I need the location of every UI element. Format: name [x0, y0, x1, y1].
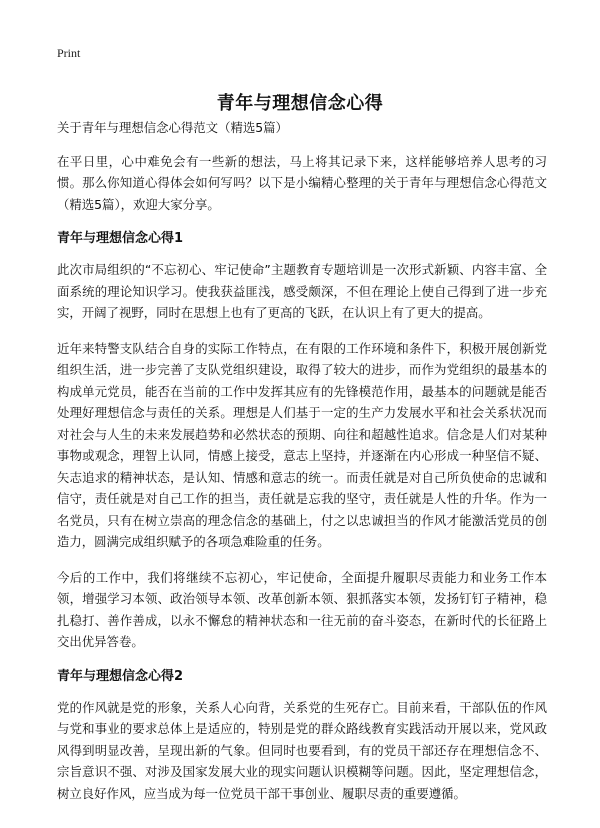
intro-paragraph: 在平日里，心中难免会有一些新的想法，马上将其记录下来，这样能够培养人思考的习惯。那么你知道心得体会如何写吗？以下是小编精心整理的关于青年与理想信念心得范文（精选5篇），欢迎大家分享。 — [57, 153, 547, 212]
print-link[interactable]: Print — [57, 46, 81, 60]
section-1-paragraph-1: 此次市局组织的“不忘初心、牢记使命”主题教育专题培训是一次形式新颖、内容丰富、全面系统的理论知识学习。使我获益匪浅，感受颇深，不但在理论上使自己得到了进一步充实，开阔了视野，同时在思想上也有了更高的飞跃，在认识上有了更大的提高。 — [57, 262, 547, 320]
page-title: 青年与理想信念心得 — [216, 93, 384, 115]
section-heading-2: 青年与理想信念心得2 — [57, 668, 184, 684]
article-subtitle: 关于青年与理想信念心得范文（精选5篇） — [57, 120, 288, 135]
section-2-paragraph-1: 党的作风就是党的形象，关系人心向背，关系党的生死存亡。目前来看，干部队伍的作风与党和事业的要求总体上是适应的，特别是党的群众路线教育实践活动开展以来，党风政风得到明显改善，呈现出新的气象。但同时也要看到，有的党员干部还存在理想信念不、宗旨意识不强、对涉及国家发展大业的现实问题认识模糊等问题。因此，坚定理想信念，树立良好作风，应当成为每一位党员干部干事创业、履职尽责的重要遵循。 — [57, 699, 547, 801]
section-1-paragraph-3: 今后的工作中，我们将继续不忘初心，牢记使命，全面提升履职尽责能力和业务工作本领，增强学习本领、政治领导本领、改革创新本领、狠抓落实本领，发扬钉钉子精神，稳扎稳打、善作善成，以永不懈怠的精神状态和一往无前的奋斗姿态，在新时代的长征路上交出优异答卷。 — [57, 569, 547, 649]
section-1-paragraph-2: 近年来特警支队结合自身的实际工作特点，在有限的工作环境和条件下，积极开展创新党组织生活，进一步完善了支队党组织建设，取得了较大的进步，而作为党组织的最基本的构成单元党员，能否在当前的工作中发挥其应有的先锋模范作用，最基本的问题就是能否处理好理想信念与责任的关系。理想是人们基于一定的生产力发展水平和社会关系状况而对社会与人生的未来发展趋势和必然状态的预期、向往和超越性追求。信念是人们对某种事物或观念，理智上认同，情感上接受，意志上坚持，并逐渐在内心形成一种坚信不疑、矢志追求的精神状态，是认知、情感和意志的统一。而责任就是对自己所负使命的忠诚和信守，责任就是对自己工作的担当，责任就是忘我的坚守，责任就是人性的升华。作为一名党员，只有在树立崇高的理念信念的基础上，付之以忠诚担当的作风才能激活党员的创造力，圆满完成组织赋予的各项急难险重的任务。 — [57, 340, 547, 549]
article-body — [57, 117, 547, 818]
section-heading-1: 青年与理想信念心得1 — [57, 231, 184, 246]
